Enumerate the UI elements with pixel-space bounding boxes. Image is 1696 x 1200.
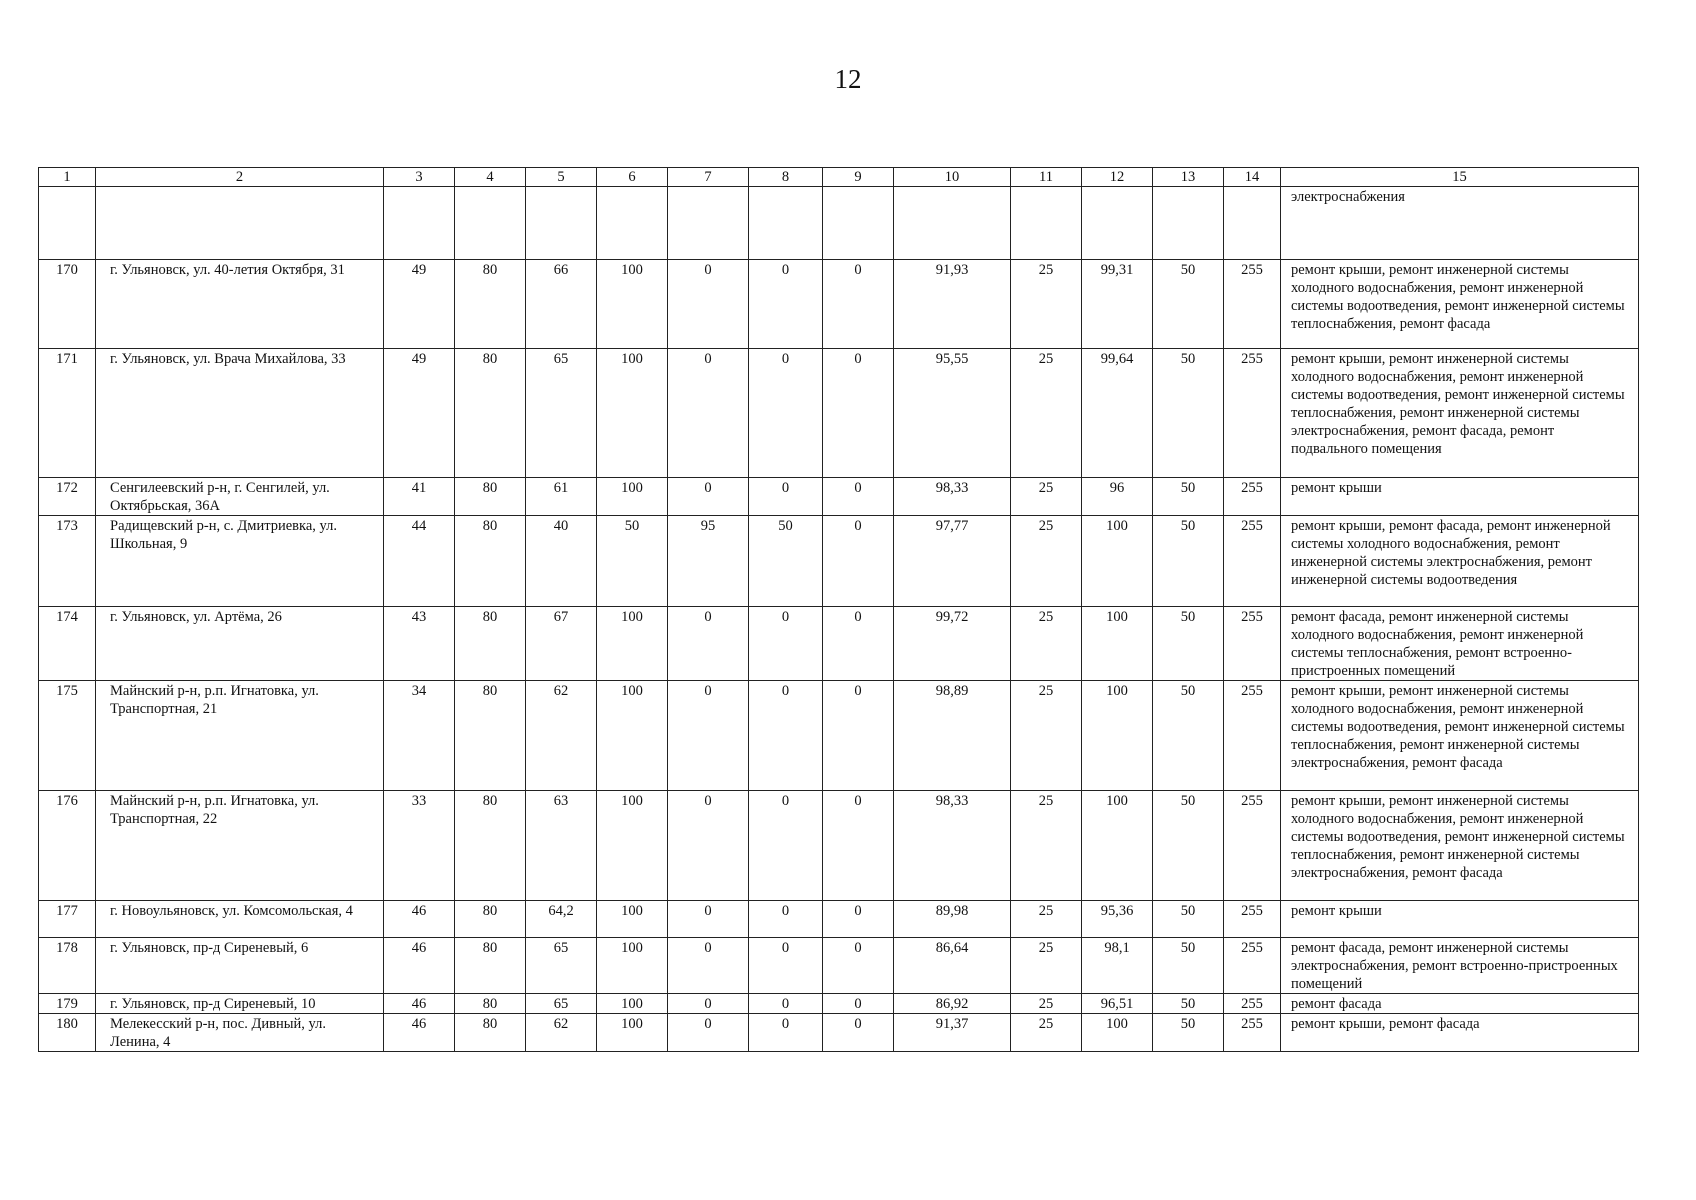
col6-cell: 100 — [597, 349, 668, 478]
col8-cell: 0 — [749, 681, 823, 791]
col6-cell: 100 — [597, 478, 668, 516]
col3-cell: 46 — [384, 938, 455, 994]
col6-cell: 50 — [597, 516, 668, 607]
col7-cell: 0 — [668, 901, 749, 938]
col4-cell: 80 — [455, 516, 526, 607]
col6-cell: 100 — [597, 681, 668, 791]
col11-cell: 25 — [1011, 349, 1082, 478]
address-cell: г. Ульяновск, пр-д Сиреневый, 10 — [96, 994, 384, 1014]
address-cell: Майнский р-н, р.п. Игнатовка, ул. Транспортная, 22 — [96, 791, 384, 901]
col12-cell: 100 — [1082, 791, 1153, 901]
col8-cell: 0 — [749, 607, 823, 681]
col5-cell: 65 — [526, 349, 597, 478]
repair-table — [38, 167, 1639, 1052]
column-number: 10 — [894, 168, 1011, 187]
col14-cell: 255 — [1224, 607, 1281, 681]
row-number-cell: 176 — [39, 791, 96, 901]
row-number-cell: 180 — [39, 1014, 96, 1052]
empty-cell — [823, 187, 894, 260]
col10-cell: 86,64 — [894, 938, 1011, 994]
row-number-cell: 175 — [39, 681, 96, 791]
works-cell: ремонт крыши, ремонт инженерной системы холодного водоснабжения, ремонт инженерной системы водоотведения, ремонт инженерной системы теплоснабжения, ремонт инженерной системы электроснабжения, ремонт фасада, ремонт подвального помещения — [1281, 349, 1639, 478]
empty-cell — [96, 187, 384, 260]
table-row — [39, 1014, 1639, 1052]
col9-cell: 0 — [823, 681, 894, 791]
col5-cell: 61 — [526, 478, 597, 516]
column-number: 12 — [1082, 168, 1153, 187]
col10-cell: 91,93 — [894, 260, 1011, 349]
column-number: 7 — [668, 168, 749, 187]
col11-cell: 25 — [1011, 478, 1082, 516]
col8-cell: 0 — [749, 478, 823, 516]
col5-cell: 65 — [526, 938, 597, 994]
works-cell: ремонт крыши, ремонт фасада — [1281, 1014, 1639, 1052]
col4-cell: 80 — [455, 1014, 526, 1052]
col7-cell: 0 — [668, 994, 749, 1014]
col8-cell: 0 — [749, 791, 823, 901]
col8-cell: 0 — [749, 349, 823, 478]
empty-cell — [1082, 187, 1153, 260]
table-row — [39, 516, 1639, 607]
works-cell: ремонт фасада, ремонт инженерной системы холодного водоснабжения, ремонт инженерной системы теплоснабжения, ремонт встроенно-пристроенных помещений — [1281, 607, 1639, 681]
col6-cell: 100 — [597, 1014, 668, 1052]
works-cell: ремонт фасада — [1281, 994, 1639, 1014]
col9-cell: 0 — [823, 349, 894, 478]
empty-cell — [39, 187, 96, 260]
row-number-cell: 178 — [39, 938, 96, 994]
col11-cell: 25 — [1011, 994, 1082, 1014]
col8-cell: 0 — [749, 1014, 823, 1052]
col13-cell: 50 — [1153, 607, 1224, 681]
col3-cell: 46 — [384, 1014, 455, 1052]
row-number-cell: 174 — [39, 607, 96, 681]
col9-cell: 0 — [823, 478, 894, 516]
col10-cell: 98,33 — [894, 478, 1011, 516]
col7-cell: 95 — [668, 516, 749, 607]
col9-cell: 0 — [823, 516, 894, 607]
col4-cell: 80 — [455, 791, 526, 901]
col11-cell: 25 — [1011, 260, 1082, 349]
col6-cell: 100 — [597, 607, 668, 681]
empty-cell — [1153, 187, 1224, 260]
col9-cell: 0 — [823, 791, 894, 901]
col13-cell: 50 — [1153, 349, 1224, 478]
row-number-cell: 173 — [39, 516, 96, 607]
col9-cell: 0 — [823, 1014, 894, 1052]
address-cell: г. Ульяновск, пр-д Сиреневый, 6 — [96, 938, 384, 994]
col12-cell: 98,1 — [1082, 938, 1153, 994]
column-number: 8 — [749, 168, 823, 187]
col13-cell: 50 — [1153, 260, 1224, 349]
col14-cell: 255 — [1224, 938, 1281, 994]
col3-cell: 49 — [384, 260, 455, 349]
col13-cell: 50 — [1153, 516, 1224, 607]
col8-cell: 0 — [749, 938, 823, 994]
col6-cell: 100 — [597, 901, 668, 938]
col10-cell: 97,77 — [894, 516, 1011, 607]
column-number: 4 — [455, 168, 526, 187]
col3-cell: 33 — [384, 791, 455, 901]
col12-cell: 95,36 — [1082, 901, 1153, 938]
col6-cell: 100 — [597, 938, 668, 994]
col12-cell: 96,51 — [1082, 994, 1153, 1014]
col8-cell: 0 — [749, 994, 823, 1014]
col3-cell: 46 — [384, 901, 455, 938]
empty-cell — [384, 187, 455, 260]
table-row — [39, 938, 1639, 994]
col3-cell: 41 — [384, 478, 455, 516]
address-cell: Мелекесский р-н, пос. Дивный, ул. Ленина, 4 — [96, 1014, 384, 1052]
col7-cell: 0 — [668, 478, 749, 516]
empty-cell — [455, 187, 526, 260]
col13-cell: 50 — [1153, 478, 1224, 516]
col3-cell: 44 — [384, 516, 455, 607]
col4-cell: 80 — [455, 938, 526, 994]
column-number: 11 — [1011, 168, 1082, 187]
col5-cell: 62 — [526, 1014, 597, 1052]
table-row — [39, 478, 1639, 516]
col3-cell: 34 — [384, 681, 455, 791]
col14-cell: 255 — [1224, 791, 1281, 901]
col6-cell: 100 — [597, 994, 668, 1014]
col14-cell: 255 — [1224, 901, 1281, 938]
col13-cell: 50 — [1153, 1014, 1224, 1052]
address-cell: Сенгилеевский р-н, г. Сенгилей, ул. Октябрьская, 36А — [96, 478, 384, 516]
col14-cell: 255 — [1224, 681, 1281, 791]
address-cell: г. Ульяновск, ул. 40-летия Октября, 31 — [96, 260, 384, 349]
empty-cell — [749, 187, 823, 260]
continuation-row — [39, 187, 1639, 260]
column-number: 9 — [823, 168, 894, 187]
col14-cell: 255 — [1224, 478, 1281, 516]
col7-cell: 0 — [668, 681, 749, 791]
col5-cell: 63 — [526, 791, 597, 901]
col4-cell: 80 — [455, 607, 526, 681]
row-number-cell: 172 — [39, 478, 96, 516]
column-number: 5 — [526, 168, 597, 187]
address-cell: г. Ульяновск, ул. Врача Михайлова, 33 — [96, 349, 384, 478]
col4-cell: 80 — [455, 681, 526, 791]
works-cell: электроснабжения — [1281, 187, 1639, 260]
col4-cell: 80 — [455, 260, 526, 349]
col12-cell: 100 — [1082, 607, 1153, 681]
table-row — [39, 607, 1639, 681]
col11-cell: 25 — [1011, 607, 1082, 681]
col9-cell: 0 — [823, 938, 894, 994]
col5-cell: 65 — [526, 994, 597, 1014]
col11-cell: 25 — [1011, 901, 1082, 938]
row-number-cell: 177 — [39, 901, 96, 938]
col12-cell: 99,31 — [1082, 260, 1153, 349]
col9-cell: 0 — [823, 607, 894, 681]
works-cell: ремонт крыши, ремонт инженерной системы холодного водоснабжения, ремонт инженерной системы водоотведения, ремонт инженерной системы теплоснабжения, ремонт инженерной системы электроснабжения, ремонт фасада — [1281, 681, 1639, 791]
col11-cell: 25 — [1011, 516, 1082, 607]
col14-cell: 255 — [1224, 1014, 1281, 1052]
table-row — [39, 791, 1639, 901]
col7-cell: 0 — [668, 1014, 749, 1052]
col8-cell: 0 — [749, 260, 823, 349]
row-number-cell: 179 — [39, 994, 96, 1014]
empty-cell — [668, 187, 749, 260]
col10-cell: 91,37 — [894, 1014, 1011, 1052]
col10-cell: 86,92 — [894, 994, 1011, 1014]
row-number-cell: 170 — [39, 260, 96, 349]
col11-cell: 25 — [1011, 1014, 1082, 1052]
col13-cell: 50 — [1153, 994, 1224, 1014]
col5-cell: 64,2 — [526, 901, 597, 938]
table-row — [39, 260, 1639, 349]
works-cell: ремонт крыши, ремонт инженерной системы холодного водоснабжения, ремонт инженерной системы водоотведения, ремонт инженерной системы теплоснабжения, ремонт фасада — [1281, 260, 1639, 349]
col14-cell: 255 — [1224, 349, 1281, 478]
column-number: 13 — [1153, 168, 1224, 187]
col6-cell: 100 — [597, 260, 668, 349]
column-number: 14 — [1224, 168, 1281, 187]
col10-cell: 99,72 — [894, 607, 1011, 681]
address-cell: г. Новоульяновск, ул. Комсомольская, 4 — [96, 901, 384, 938]
column-number: 2 — [96, 168, 384, 187]
col7-cell: 0 — [668, 349, 749, 478]
col10-cell: 95,55 — [894, 349, 1011, 478]
col12-cell: 100 — [1082, 516, 1153, 607]
col13-cell: 50 — [1153, 901, 1224, 938]
works-cell: ремонт крыши — [1281, 478, 1639, 516]
empty-cell — [1224, 187, 1281, 260]
col4-cell: 80 — [455, 478, 526, 516]
col12-cell: 100 — [1082, 1014, 1153, 1052]
col7-cell: 0 — [668, 607, 749, 681]
header-row — [39, 168, 1639, 187]
col14-cell: 255 — [1224, 516, 1281, 607]
col10-cell: 89,98 — [894, 901, 1011, 938]
col11-cell: 25 — [1011, 681, 1082, 791]
col12-cell: 100 — [1082, 681, 1153, 791]
col3-cell: 49 — [384, 349, 455, 478]
address-cell: Радищевский р-н, с. Дмитриевка, ул. Школьная, 9 — [96, 516, 384, 607]
table-row — [39, 994, 1639, 1014]
col3-cell: 46 — [384, 994, 455, 1014]
col5-cell: 40 — [526, 516, 597, 607]
col13-cell: 50 — [1153, 791, 1224, 901]
empty-cell — [526, 187, 597, 260]
column-number: 15 — [1281, 168, 1639, 187]
works-cell: ремонт крыши, ремонт фасада, ремонт инженерной системы холодного водоснабжения, ремонт инженерной системы электроснабжения, ремонт инженерной системы водоотведения — [1281, 516, 1639, 607]
table-row — [39, 681, 1639, 791]
col9-cell: 0 — [823, 260, 894, 349]
empty-cell — [597, 187, 668, 260]
works-cell: ремонт крыши — [1281, 901, 1639, 938]
col7-cell: 0 — [668, 938, 749, 994]
col11-cell: 25 — [1011, 791, 1082, 901]
empty-cell — [1011, 187, 1082, 260]
col11-cell: 25 — [1011, 938, 1082, 994]
table-row — [39, 349, 1639, 478]
works-cell: ремонт фасада, ремонт инженерной системы электроснабжения, ремонт встроенно-пристроенных помещений — [1281, 938, 1639, 994]
col8-cell: 0 — [749, 901, 823, 938]
column-number: 6 — [597, 168, 668, 187]
col9-cell: 0 — [823, 901, 894, 938]
col6-cell: 100 — [597, 791, 668, 901]
col4-cell: 80 — [455, 994, 526, 1014]
col14-cell: 255 — [1224, 994, 1281, 1014]
col12-cell: 96 — [1082, 478, 1153, 516]
col5-cell: 66 — [526, 260, 597, 349]
col10-cell: 98,89 — [894, 681, 1011, 791]
table-row — [39, 901, 1639, 938]
works-cell: ремонт крыши, ремонт инженерной системы холодного водоснабжения, ремонт инженерной системы водоотведения, ремонт инженерной системы теплоснабжения, ремонт инженерной системы электроснабжения, ремонт фасада — [1281, 791, 1639, 901]
row-number-cell: 171 — [39, 349, 96, 478]
empty-cell — [894, 187, 1011, 260]
column-number: 3 — [384, 168, 455, 187]
page-number: 12 — [834, 64, 862, 94]
col14-cell: 255 — [1224, 260, 1281, 349]
col5-cell: 67 — [526, 607, 597, 681]
address-cell: Майнский р-н, р.п. Игнатовка, ул. Транспортная, 21 — [96, 681, 384, 791]
address-cell: г. Ульяновск, ул. Артёма, 26 — [96, 607, 384, 681]
col12-cell: 99,64 — [1082, 349, 1153, 478]
col8-cell: 50 — [749, 516, 823, 607]
col7-cell: 0 — [668, 260, 749, 349]
col4-cell: 80 — [455, 349, 526, 478]
col3-cell: 43 — [384, 607, 455, 681]
col4-cell: 80 — [455, 901, 526, 938]
col10-cell: 98,33 — [894, 791, 1011, 901]
col9-cell: 0 — [823, 994, 894, 1014]
column-number: 1 — [39, 168, 96, 187]
col13-cell: 50 — [1153, 938, 1224, 994]
col13-cell: 50 — [1153, 681, 1224, 791]
col7-cell: 0 — [668, 791, 749, 901]
col5-cell: 62 — [526, 681, 597, 791]
